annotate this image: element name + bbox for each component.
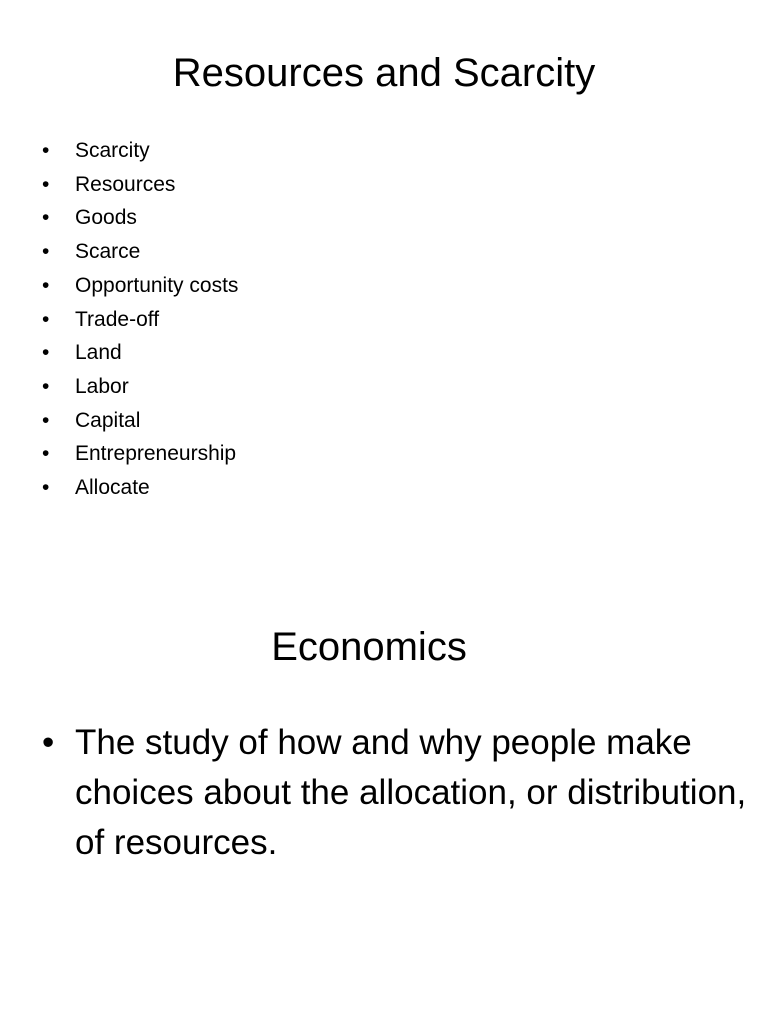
list-item — [42, 269, 238, 303]
slide-title: Economics — [271, 625, 467, 669]
list-item — [42, 134, 238, 168]
term-label: Goods — [75, 206, 137, 230]
definition-text: The study of how and why people make choices about the allocation, or distribution, of resources. — [75, 723, 747, 862]
list-item — [42, 201, 238, 235]
list-item — [42, 404, 238, 438]
list-item — [42, 303, 238, 337]
term-label: Trade-off — [75, 307, 160, 331]
vocabulary-list — [42, 134, 238, 505]
term-label: Scarce — [75, 240, 141, 264]
slide-economics — [0, 580, 768, 1000]
bullet-icon: • — [42, 341, 50, 365]
bullet-icon: • — [42, 374, 50, 398]
term-label: Entrepreneurship — [75, 442, 237, 466]
bullet-icon: • — [42, 307, 50, 331]
bullet-icon: • — [42, 206, 50, 230]
term-label: Labor — [75, 374, 129, 398]
bullet-icon: • — [42, 723, 55, 762]
list-item — [42, 437, 238, 471]
list-item — [42, 370, 238, 404]
bullet-icon: • — [42, 408, 50, 432]
list-item — [42, 168, 238, 202]
bullet-icon: • — [42, 240, 50, 264]
term-label: Capital — [75, 408, 141, 432]
term-label: Allocate — [75, 476, 150, 500]
bullet-icon: • — [42, 442, 50, 466]
list-item — [42, 235, 238, 269]
term-label: Resources — [75, 172, 176, 196]
list-item — [42, 471, 238, 505]
slide-title: Resources and Scarcity — [172, 51, 596, 95]
definition-bullet — [42, 718, 755, 868]
term-label: Scarcity — [75, 139, 150, 162]
bullet-icon: • — [42, 139, 50, 162]
bullet-icon: • — [42, 273, 50, 297]
term-label: Opportunity costs — [75, 273, 239, 297]
term-label: Land — [75, 341, 122, 365]
bullet-icon: • — [42, 172, 50, 196]
bullet-icon: • — [42, 476, 50, 500]
list-item — [42, 336, 238, 370]
